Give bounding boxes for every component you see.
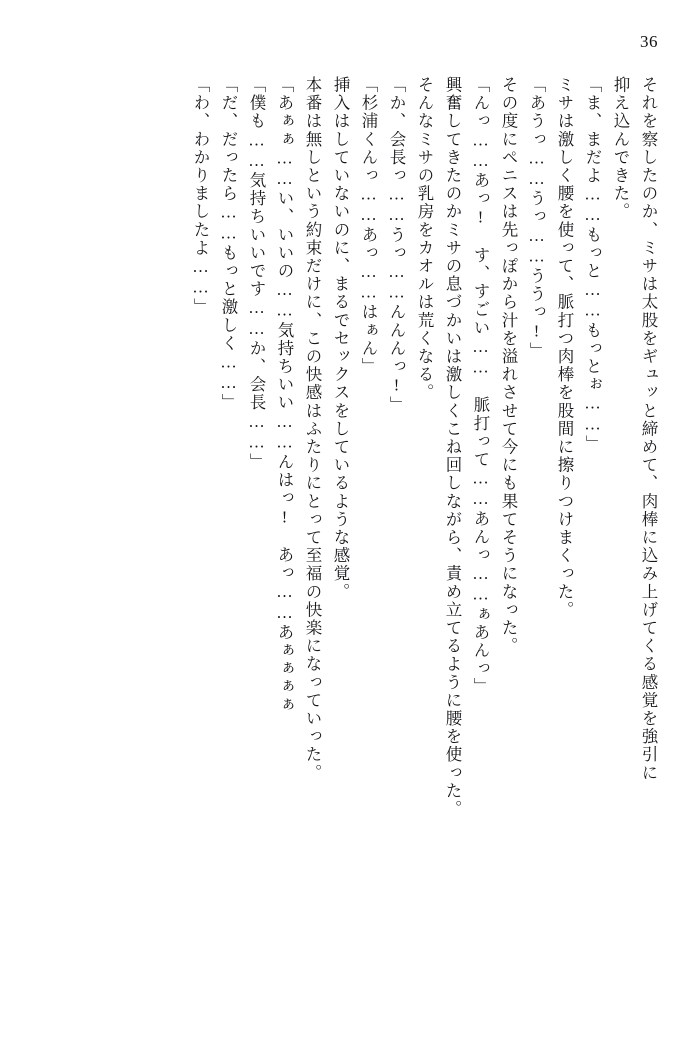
text-line: 「僕も……気持ちいいです……か、会長……」 xyxy=(247,76,266,472)
text-line: 抑え込んできた。 xyxy=(611,76,630,221)
text-line: 「んっ……あっ! す、すごい…… 脈打って……あんっ……ぁあんっ」 xyxy=(471,76,490,696)
text-line: それを察したのか、ミサは太股をギュッと締めて、肉棒に込み上げてくる感覚を強引に xyxy=(639,76,658,782)
text-line: 「だ、だったら……もっと激しく……」 xyxy=(219,76,238,412)
text-line: 「わ、わかりましたよ……」 xyxy=(191,76,210,317)
text-line: 「ま、まだよ……もっと……もっとぉ……」 xyxy=(583,76,602,453)
text-line: 本番は無しという約束だけに、この快感はふたりにとって至福の快楽になっていった。 xyxy=(303,76,322,782)
text-line: 「か、会長っ……うっ……んんんっ!」 xyxy=(387,76,406,415)
text-line: ミサは激しく腰を使って、脈打つ肉棒を股間に擦りつけまくった。 xyxy=(555,76,574,619)
page-number: 36 xyxy=(640,32,658,51)
text-line: 「あぁぁ……い、いいの……気持ちいい……んはっ! あっ……あぁぁぁぁ xyxy=(275,76,294,714)
text-line: 「あうっ……うっ……ううっ!」 xyxy=(527,76,546,360)
text-line: その度にペニスは先っぽから汁を溢れさせて今にも果てそうになった。 xyxy=(499,76,518,656)
text-line: 挿入はしていないのに、まるでセックスをしているような感覚。 xyxy=(331,76,350,601)
vertical-text-block xyxy=(58,76,656,1001)
text-line: 興奮してきたのかミサの息づかいは激しくこね回しながら、責め立てるように腰を使った。 xyxy=(443,76,462,819)
text-line: 「杉浦くんっ……あっ……はぁん」 xyxy=(359,76,378,376)
text-line: そんなミサの乳房をカオルは荒くなる。 xyxy=(415,76,434,402)
